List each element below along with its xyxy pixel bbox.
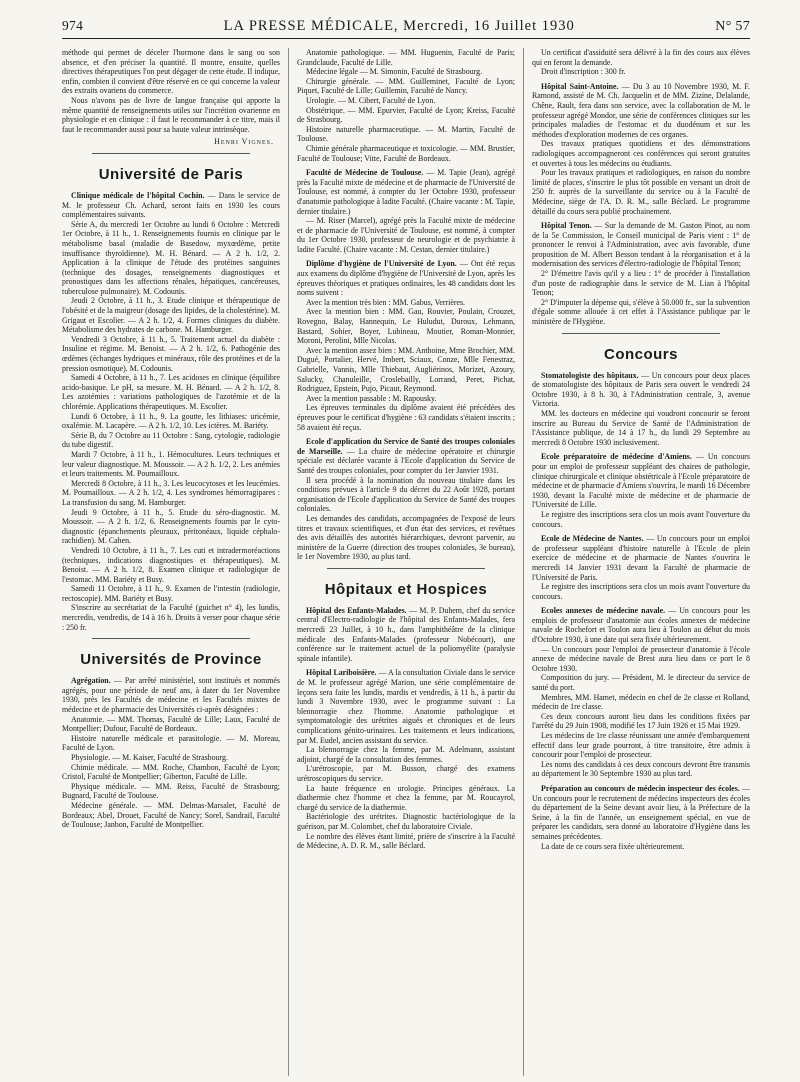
article-paragraph: Stomatologiste des hôpitaux. — Un concours pour deux places de stomatologiste des hôpitaux de Paris sera ouvert le vendredi 24 Octobre 1930, à 8 h. 30, à l'Administration centrale, 3, avenue Victoria. — [532, 370, 750, 409]
article-paragraph: — Un concours pour l'emploi de prosecteur d'anatomie à l'école annexe de médecine navale de Brest aura lieu dans ce port le 8 Octobre 1930. — [532, 644, 750, 673]
article-paragraph: Faculté de Médecine de Toulouse. — M. Tapie (Jean), agrégé près la Faculté mixte de médecine et de pharmacie de l'Université de Toulouse, est nommé, à compter du 1er Octobre 1930, professeur d'anatomie pathologique à ladite Faculté. (Chaire vacante : M. Tapie, dernier titulaire.) — [297, 168, 515, 216]
section-title-concours: Concours — [603, 345, 678, 363]
article-paragraph: Des travaux pratiques quotidiens et des démonstrations radiologiques accompagneront ces conférences qui seront gratuites et ouvertes à tous les médecins ou étudiants. — [532, 139, 750, 168]
article-paragraph: Lundi 6 Octobre, à 11 h., 9. La goutte, les lithiases: uricémie, oxalémie. M. Lacapère. — A 2 h. 1/2, 10. Les ictères. M. Bariéty. — [62, 411, 280, 431]
article-paragraph: Pour les travaux pratiques et radiologiques, en raison du nombre limité de places, s'inscrire le plus tôt possible en versant un droit de 250 fr. auprès de la surveillante du service ou à la Faculté de Médecine, siège de l'A. D. R. M., salle Béclard. Le programme détaillé du cours sera publié prochainement. — [532, 168, 750, 216]
section-title-province: Universités de Province — [80, 651, 262, 669]
list-item: Urologie. — M. Cibert, Faculté de Lyon. — [306, 95, 436, 105]
list-item: Physique médicale. — MM. Reiss, Faculté de Strasbourg; Bugnard, Faculté de Toulouse. — [62, 781, 280, 801]
article-paragraph: L'urétroscopie, par M. Busson, chargé des examens urétroscopiques du service. — [297, 764, 515, 783]
section-title-hopitaux: Hôpitaux et Hospices — [324, 580, 488, 598]
article-paragraph: Jeudi 9 Octobre, à 11 h., 5. Etude du séro-diagnostic. M. Moussoir. — A 2 h. 1/2, 6. Renseignements fournis par le cyto-diagnostic (épanchements pleuraux, péritonéaux, liquide céphalo-rachidien). M. Cahen. — [62, 507, 280, 546]
divider — [562, 333, 720, 334]
article-paragraph: Samedi 11 Octobre, à 11 h., 9. Examen de l'intestin (radiologie, rectoscopie). MM. Bariéty et Busy. — [62, 584, 280, 603]
article-lead: Hôpital Lariboisière. — [306, 668, 377, 678]
article-paragraph: Il sera procédé à la nomination du nouveau titulaire dans les conditions prévues à l'article 9 du décret du 22 Août 1928, portant organisation de l'Ecole d'application du Service de Santé des troupes coloniales. — [297, 475, 515, 514]
divider — [92, 153, 250, 154]
list-item: Obstétrique. — MM. Epurvier, Faculté de Lyon; Kreiss, Faculté de Strasbourg. — [297, 105, 515, 125]
article-paragraph: 2° D'émettre l'avis qu'il y a lieu : 1° de procéder à l'installation d'un poste de radiographie dans le service de M. Lian à l'hôpital Tenon; — [532, 269, 750, 298]
article-paragraph: Les médecins de 1re classe réunissant une année d'embarquement effectif dans leur grade pourront, à titre transitoire, être admis à concourir pour l'emploi de prosecteur. — [532, 731, 750, 760]
article-paragraph: Hôpital Tenon. — Sur la demande de M. Gaston Pinot, au nom de la 5e Commission, le Conseil municipal de Paris vient : 1° de prononcer le renvoi à l'Administration, avec avis favorable, d'une proposition de M. Albert Besson tendant à la réorganisation et à la modernisation des services d'électro-radiologie de l'hôpital Tenon; — [532, 221, 750, 269]
article-paragraph: MM. les docteurs en médecine qui voudront concourir se feront inscrire au Bureau du Service de Santé de l'Administration de l'Assistance publique, de 14 à 17 h., du lundi 29 Septembre au mercredi 8 Octobre 1930 inclusivement. — [532, 409, 750, 447]
newspaper-title: LA PRESSE MÉDICALE, Mercredi, 16 Juillet 1930 — [223, 18, 575, 34]
article-paragraph: La date de ce cours sera fixée ultérieurement. — [541, 841, 685, 851]
article-paragraph: Les demandes des candidats, accompagnées de l'exposé de leurs titres et travaux scientifiques, et d'un état des services, et revêtues des avis détaillés des autorités hiérarchiques, devront parvenir, au ministère de la Guerre (direction des troupes coloniales, 3e bureau), le 1er Novembre 1930, au plus tard. — [297, 513, 515, 562]
review-paragraph: méthode qui permet de déceler l'hormone dans le sang ou son absence, et d'en préciser la quantité. Il montre, ensuite, quelles directives thérapeutiques l'on peut dégager de cette étude. Il indique, enfin, combien il convient d'être réservé en ce qui concerne la valeur des extraits ovariens du commerce. — [62, 48, 280, 96]
article-paragraph: Le registre des inscriptions sera clos un mois avant l'ouverture du concours. — [532, 582, 750, 601]
list-item: Histoire naturelle médicale et parasitologie. — M. Moreau, Faculté de Lyon. — [62, 733, 280, 753]
list-item: Physiologie. — M. Kaiser, Faculté de Strasbourg. — [71, 753, 228, 762]
article-lead: Ecole d'application du Service de Santé des troupes coloniales de Marseille. — [297, 437, 515, 456]
review-signature: Henri Vignes. — [214, 137, 274, 147]
article-paragraph: Ces deux concours auront lieu dans les conditions fixées par l'arrêté du 29 Juin 1908, modifié les 17 Juin 1926 et 15 Mai 1929. — [532, 711, 750, 731]
article-paragraph: Ecole d'application du Service de Santé des troupes coloniales de Marseille. — La chaire de médecine opératoire et chirurgie spéciale est déclarée vacante à l'Ecole d'application du Service de Santé des troupes coloniales, pour compter du 1er Janvier 1931. — [297, 437, 515, 475]
article-paragraph: Avec la mention bien : MM. Gau, Rouvier, Poulain, Crouzet, Rovegno, Balay, Hannequin, Le Huludut, Duroux, Lehmann, Bastard, Sohier, Boyer, Lubineau, Moutier, Roman-Monnier, Moroni, Perolini, Mlle Nicolas. — [297, 307, 515, 346]
divider — [327, 568, 485, 569]
article-paragraph: 2° D'imputer la dépense qui, s'élève à 50.000 fr., sur la subvention d'égale somme allouée à cet effet à l'Assistance publique par le ministère de l'Hygiène. — [532, 297, 750, 327]
article-paragraph: — M. Riser (Marcel), agrégé près la Faculté mixte de médecine et de pharmacie de l'Université de Toulouse, est nommé, à compter du 1er Octobre 1930, professeur de neurologie et de psychiatrie à ladite Faculté. (Chaire vacante : M. Cestan, dernier titulaire.) — [297, 216, 515, 254]
article-paragraph: Droit d'inscription : 300 fr. — [541, 67, 626, 77]
article-paragraph: Mercredi 8 Octobre, à 11 h., 3. Les leucocytoses et les leucémies. M. Poumailloux. — A 2 h. 1/2, 4. Les syndromes hémorragipares : La transfusion du sang. M. Hamburger. — [62, 478, 280, 507]
article-paragraph: Série A, du mercredi 1er Octobre au lundi 6 Octobre : Mercredi 1er Octobre, à 11 h., 1. Renseignements fournis en clinique par le métabolisme basal (maladie de Basedow, myxœdème, petite insuffisance thyroïdienne). M. H. Bénard. — A 2 h. 1/2, 2. Application à la clinique de l'étude des protéines sanguines (technique des dosages, renseignements diagnostiques et pronostiques dans les affections rénales, hépatiques, cancéreuses, tuberculose pulmonaire). M. Codounis. — [62, 219, 280, 296]
article-lead: Hôpital Tenon. — [541, 221, 592, 231]
article-paragraph: Ecole préparatoire de médecine d'Amiens. — Un concours pour un emploi de professeur suppléant des chaires de pathologie, clinique chirurgicale et clinique obstétricale à l'Ecole préparatoire de médecine et de pharmacie d'Amiens s'ouvrira, le mardi 16 Décembre 1930, devant la Faculté mixte de médecine et de pharmacie de l'Université de Lille. — [532, 452, 750, 510]
article-paragraph: Agrégation. — Par arrêté ministériel, sont institués et nommés agrégés, pour une période de neuf ans, à dater du 1er Novembre 1930, près les Facultés de médecine et les Facultés mixtes de médecine et de pharmacie des Universités ci-après désignées : — [62, 676, 280, 715]
article-paragraph: Samedi 4 Octobre, à 11 h., 7. Les acidoses en clinique (équilibre acido-basique. Le pH, sa mesure. M. H. Bénard. — A 2 h. 1/2, 8. Les azotémies : variations pathologiques de l'azotémie et de la chlorémie. Applications thérapeutiques. M. Escolier. — [62, 373, 280, 411]
list-item: Médecine générale. — MM. Delmas-Marsalet, Faculté de Bordeaux; Abel, Drouet, Faculté de Nancy; Sorel, Sandrail, Faculté de Toulouse; Janbon, Faculté de Montpellier. — [62, 800, 280, 830]
article-paragraph: Hôpital Saint-Antoine. — Du 3 au 10 Novembre 1930, M. F. Ramond, assisté de M. Ch. Jacquelin et de MM. Zizine, Delalande, Chêne, Rault, fera dans son service, avec la collaboration de M. le professeur agrégé Mondor, une série de conférences cliniques sur les principales maladies de l'estomac et du duodénum et sur les méthodes d'exploration modernes de ces organes. — [532, 81, 750, 139]
page-number: 974 — [62, 18, 84, 33]
columns — [62, 48, 750, 1076]
column-1 — [62, 48, 288, 1076]
article-lead: Hôpital des Enfants-Malades. — [306, 605, 407, 615]
list-item: Anatomie. — MM. Thomas, Faculté de Lille; Laux, Faculté de Montpellier; Dufour, Faculté de Bordeaux. — [62, 714, 280, 734]
article-paragraph: Préparation au concours de médecin inspecteur des écoles. — Un concours pour le recrutement de médecins inspecteurs des écoles du département de la Seine devant avoir lieu, à la Préfecture de la Seine, à la fin de l'année, un enseignement spécial, en vue de préparer les candidats, sera donné au laboratoire d'Hygiène dans les semaines précédentes. — [532, 783, 750, 841]
article-paragraph: Diplôme d'hygiène de l'Université de Lyon. — Ont été reçus aux examens du diplôme d'hygiène de l'Université de Lyon, après les épreuves théoriques et pratiques ordinaires, les 48 candidats dont les noms suivent : — [297, 259, 515, 298]
article-lead: Agrégation. — [71, 676, 111, 686]
article-paragraph: Avec la mention très bien : MM. Gabus, Verrières. — [306, 297, 466, 307]
article-lead: Faculté de Médecine de Toulouse. — [306, 168, 424, 178]
article-paragraph: La haute fréquence en urologie. Principes généraux. La diathermie chez l'homme et chez la femme, par M. Roucayrol, chargé du service de la diathermie. — [297, 783, 515, 812]
article-paragraph: Un certificat d'assiduité sera délivré à la fin des cours aux élèves qui en feront la demande. — [532, 48, 750, 67]
article-paragraph: Clinique médicale de l'hôpital Cochin. — Dans le service de M. le professeur Ch. Achard, seront faits en 1930 les cours complémentaires suivants. — [62, 190, 280, 220]
article-paragraph: Avec la mention passable : M. Rapousky. — [306, 393, 437, 403]
article-paragraph: La blennorragie chez la femme, par M. Adelmann, assistant adjoint, chargé de la consultation des femmes. — [297, 745, 515, 764]
article-lead: Hôpital Saint-Antoine. — [541, 81, 619, 91]
list-item: Chimie générale pharmaceutique et toxicologie. — MM. Brustier, Faculté de Toulouse; Vitte, Faculté de Bordeaux. — [297, 143, 515, 163]
page-header — [62, 18, 750, 39]
article-paragraph: Bactériologie des urétrites. Diagnostic bactériologique de la guérison, par M. Colombet, chef du laboratoire Civiale. — [297, 812, 515, 831]
article-lead: Stomatologiste des hôpitaux. — [541, 370, 639, 380]
list-item: Médecine légale — M. Simonin, Faculté de Strasbourg. — [306, 67, 483, 77]
list-item: Histoire naturelle pharmaceutique. — M. Martin, Faculté de Toulouse. — [297, 124, 515, 144]
list-item: Anatomie pathologique. — MM. Huguenin, Faculté de Paris; Grandclaude, Faculté de Lille. — [297, 48, 515, 67]
article-paragraph: Série B, du 7 Octobre au 11 Octobre : Sang, cytologie, radiologie du tube digestif. — [62, 430, 280, 450]
article-paragraph: Ecole de Médecine de Nantes. — Un concours pour un emploi de professeur suppléant d'histoire naturelle à l'Ecole de plein exercice de médecine et de pharmacie de Nantes s'ouvrira le mercredi 14 Janvier 1931 devant la Faculté de pharmacie de l'Université de Paris. — [532, 534, 750, 582]
article-lead: Clinique médicale de l'hôpital Cochin. — [71, 190, 205, 200]
issue-number: N° 57 — [715, 19, 750, 34]
article-paragraph: Le nombre des élèves étant limité, prière de s'inscrire à la Faculté de Médecine, A. D. R. M., salle Béclard. — [297, 831, 515, 851]
article-paragraph: Ecoles annexes de médecine navale. — Un concours pour les emplois de professeur d'anatomie aux écoles annexes de médecine navale de Rochefort et Toulon aura lieu à Toulon au début du mois d'Octobre 1930, à une date qui sera fixée ultérieurement. — [532, 606, 750, 645]
article-lead: Ecole préparatoire de médecine d'Amiens. — [541, 452, 692, 462]
column-2 — [288, 48, 523, 1076]
article-paragraph: Le registre des inscriptions sera clos un mois avant l'ouverture du concours. — [532, 509, 750, 529]
article-paragraph: Avec la mention assez bien : MM. Anthoine, Mme Brochier, MM. Dugué, Portalier, Hervé, Imbert, Sciaux, Conze, Mlle Fenestraz, Gabrielle, Vannis, Mlle Thiebaut, Augliérinos, Morizet, Azoury, Salucky, Chanuleille, Croslebailly, Lorrand, Peret, Pichat, Rodriguez, Epstein, Pujo, Picaut, Reymond. — [297, 345, 515, 394]
article-paragraph: S'inscrire au secrétariat de la Faculté (guichet n° 4), les lundis, mercredis, vendredis, de 14 à 16 h. Droits à verser pour chaque série : 250 fr. — [62, 603, 280, 632]
article-lead: Ecoles annexes de médecine navale. — [541, 606, 666, 616]
article-paragraph: Jeudi 2 Octobre, à 11 h., 3. Etude clinique et thérapeutique de l'obésité et de la maigreur (dosage des lipides, de la cholestérine). M. Grigaut et Escolier. — A 2 h. 1/2, 4. Formes cliniques du diabète. Métabolisme des hydrates de carbone. M. Hamburger. — [62, 296, 280, 335]
article-paragraph: Membres, MM. Hamet, médecin en chef de 2e classe et Rolland, médecin de 1re classe. — [532, 692, 750, 712]
article-paragraph: Hôpital des Enfants-Malades. — M. P. Duhem, chef du service central d'Electro-radiologie de l'hôpital des Enfants-Malades, fera mercredi 23 Juillet, à 10 h., dans l'amphithéâtre de la clinique médicale des Enfants-Malades (professeur Nobécourt), une conférence sur le traitement actuel de la poliomyélite (paralysie spinale infantile). — [297, 605, 516, 663]
article-lead: Diplôme d'hygiène de l'Université de Lyon. — [306, 259, 457, 269]
list-item: Chirurgie générale. — MM. Guilleminet, Faculté de Lyon; Piquet, Faculté de Lille; Guillemin, Faculté de Nancy. — [297, 76, 515, 96]
list-item: Chimie médicale. — MM. Roche, Chambon, Faculté de Lyon; Cristol, Faculté de Montpellier; Giberton, Faculté de Lille. — [62, 762, 280, 782]
article-lead: Ecole de Médecine de Nantes. — [541, 534, 644, 544]
article-paragraph: Composition du jury. — Président, M. le directeur du service de santé du port. — [532, 673, 750, 693]
divider — [92, 638, 250, 639]
article-lead: Préparation au concours de médecin inspecteur des écoles. — [541, 783, 740, 793]
article-paragraph: Hôpital Lariboisière. — A la consultation Civiale dans le service de M. le professeur agrégé Marion, une série complémentaire de leçons sera faite les lundis, mardis et vendredis, à 11 h., à partir du lundi 3 Novembre 1930, avec le programme suivant : La blennorragie chez l'homme. Anatomie pathologique et symptomatologie des urétrites aiguës et chroniques et de leurs complications génito-urinaires. Les traitements et leurs indications, par M. Eudel, ancien assistant du service. — [297, 668, 515, 745]
article-paragraph: Mardi 7 Octobre, à 11 h., 1. Hémocultures. Leurs techniques et leur valeur diagnostique. M. Moussoir. — A 2 h. 1/2, 2. Les anémies et leurs traitements. M. Poumailloux. — [62, 449, 280, 479]
article-paragraph: Vendredi 10 Octobre, à 11 h., 7. Les cuti et intradermoréactions (techniques, indications diagnostiques et thérapeutiques). M. Benoist. — A 2 h. 1/2, 8. Examen clinique et radiologique de l'estomac. MM. Bariéty et Busy. — [62, 545, 280, 584]
review-paragraph: Nous n'avons pas de livre de langue française qui apporte la même quantité de renseignements utiles sur l'incrétion ovarienne en physiologie et en clinique : il faut le recommander à ce titre, mais il faut le recommander aussi pour sa haute valeur intrinsèque. — [62, 95, 280, 134]
article-paragraph: Les épreuves terminales du diplôme avaient été précédées des épreuves pour le certificat d'hygiène : 63 candidats s'étaient inscrits ; 58 avaient été reçus. — [297, 403, 515, 432]
article-paragraph: Vendredi 3 Octobre, à 11 h., 5. Traitement actuel du diabète : Insuline et régime. M. Benoist. — A 2 h. 1/2, 6. Pathogénie des œdèmes (échanges hydriques et minéraux, rôle des protéines et de la pression osmotique). M. Codounis. — [62, 334, 280, 373]
section-title-paris: Université de Paris — [98, 165, 244, 183]
column-3 — [523, 48, 750, 1076]
article-paragraph: Les noms des candidats à ces deux concours devront être transmis au département le 30 Septembre 1930 au plus tard. — [532, 759, 750, 779]
